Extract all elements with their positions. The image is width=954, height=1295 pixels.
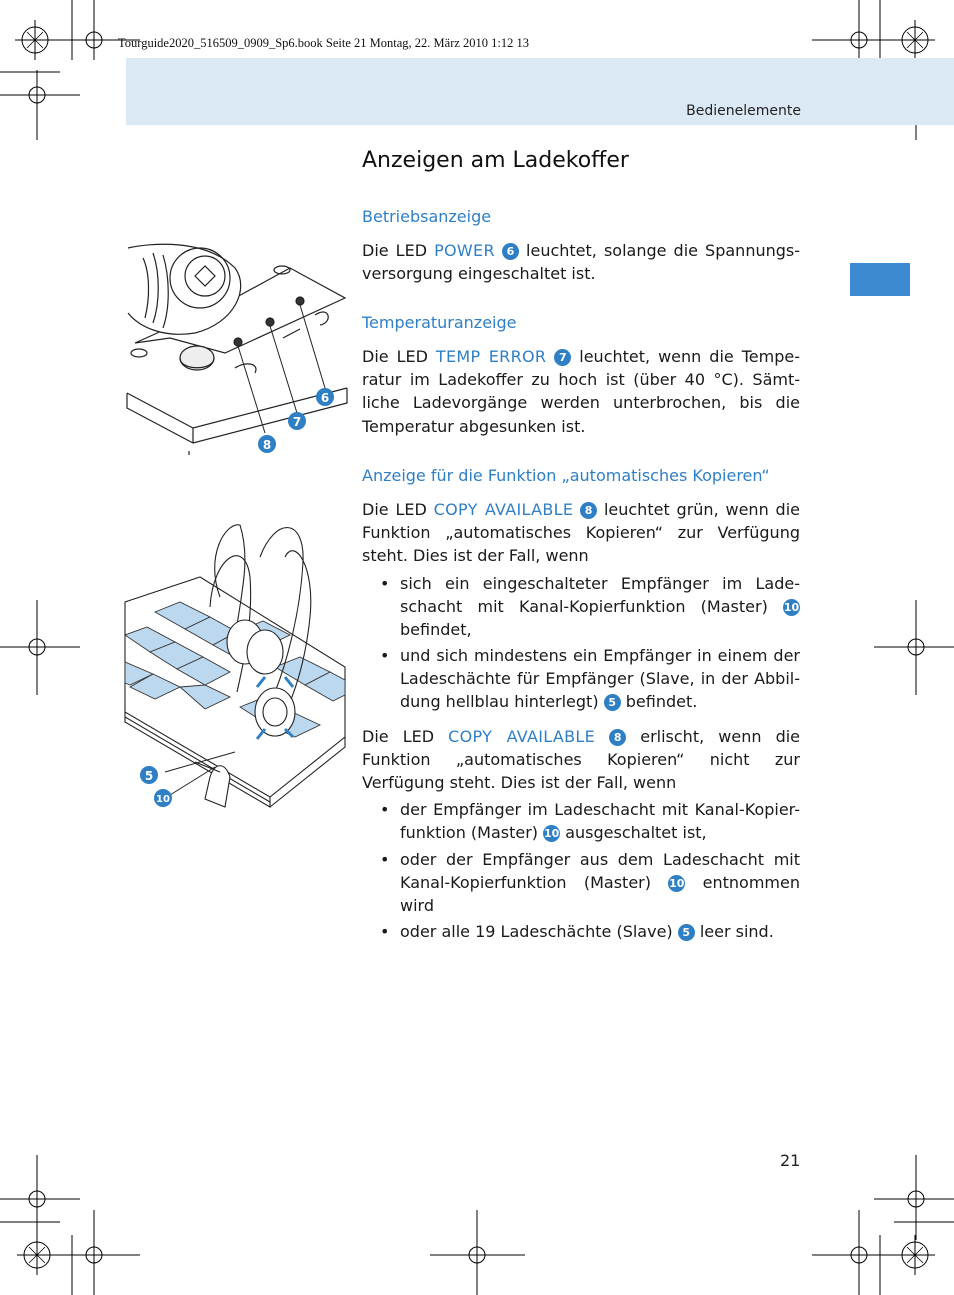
callout-5: 5 bbox=[144, 769, 154, 783]
led-power-label: POWER bbox=[434, 241, 495, 260]
callout-badge: 8 bbox=[609, 729, 626, 746]
print-info-line: Tourguide2020_516509_0909_Sp6.book Seite 21 Montag, 22. März 2010 1:12 13 bbox=[118, 36, 530, 50]
page-title: Anzeigen am Ladekoffer bbox=[362, 148, 629, 173]
paragraph-copy-available-off: Die LED COPY AVAILABLE 8 erlischt, wenn die Funktion „automatisches Kopieren“ nicht zur Verfügung steht. Dies ist der Fall, wenn bbox=[362, 727, 801, 793]
callout-badge: 8 bbox=[580, 502, 597, 519]
callout-badge: 5 bbox=[678, 924, 695, 941]
heading-betriebsanzeige: Betriebsanzeige bbox=[362, 207, 492, 226]
led-panel-illustration bbox=[125, 243, 355, 458]
callout-labels bbox=[140, 766, 172, 807]
led-copy-available-label: COPY AVAILABLE bbox=[433, 500, 574, 519]
list-item: • sich ein eingeschalteter Empfänger im Lade-schacht mit Kanal-Kopierfunktion (Master) 10 befindet, bbox=[380, 574, 800, 640]
callout-badge: 10 bbox=[543, 827, 560, 841]
list-item: • oder alle 19 Ladeschächte (Slave) 5 leer sind. bbox=[380, 922, 774, 941]
led-copy-available-label: COPY AVAILABLE bbox=[448, 727, 596, 746]
callout-badge: 6 bbox=[502, 243, 519, 260]
page-number: 21 bbox=[780, 1151, 801, 1170]
list-item: • oder der Empfänger aus dem Ladeschacht mit Kanal-Kopierfunktion (Master) 10 entnommen wird bbox=[380, 850, 800, 916]
paragraph-copy-available-on: Die LED COPY AVAILABLE 8 leuchtet grün, wenn die Funktion „automatisches Kopieren“ zur Verfügung steht. Dies ist der Fall, wenn bbox=[362, 500, 800, 566]
callout-7: 7 bbox=[292, 415, 302, 429]
charging-case-illustration bbox=[125, 517, 350, 822]
callout-labels bbox=[258, 388, 334, 453]
callout-8: 8 bbox=[262, 438, 272, 452]
list-item: • der Empfänger im Ladeschacht mit Kanal-Kopier-funktion (Master) 10 ausgeschaltet ist, bbox=[380, 800, 800, 843]
led-temp-error-label: TEMP ERROR bbox=[435, 347, 547, 366]
heading-automatisches-kopieren: Anzeige für die Funktion „automatisches Kopieren“ bbox=[362, 466, 770, 485]
header-band bbox=[126, 58, 954, 125]
callout-badge: 10 bbox=[783, 601, 800, 615]
callout-6: 6 bbox=[320, 391, 330, 405]
paragraph-temperaturanzeige: Die LED TEMP ERROR 7 leuchtet, wenn die Tempe-ratur im Ladekoffer zu hoch ist (über 40 °C). Sämt-liche Ladevorgänge werden unterbrochen, bis die Temperatur abgesunken ist. bbox=[362, 347, 800, 436]
chapter-tab-marker bbox=[850, 263, 910, 296]
list-item: • und sich mindestens ein Empfänger in einem der Ladeschächte für Empfänger (Slave, in der Abbil-dung hellblau hinterlegt) 5 befindet. bbox=[380, 646, 800, 712]
callout-badge: 5 bbox=[604, 694, 621, 711]
callout-10: 10 bbox=[156, 794, 170, 805]
heading-temperaturanzeige: Temperaturanzeige bbox=[362, 313, 517, 332]
section-label: Bedienelemente bbox=[686, 103, 801, 119]
paragraph-betriebsanzeige: Die LED POWER 6 leuchtet, solange die Spannungs-versorgung eingeschaltet ist. bbox=[362, 241, 800, 284]
callout-badge: 10 bbox=[669, 877, 685, 891]
callout-badge: 7 bbox=[554, 349, 571, 366]
